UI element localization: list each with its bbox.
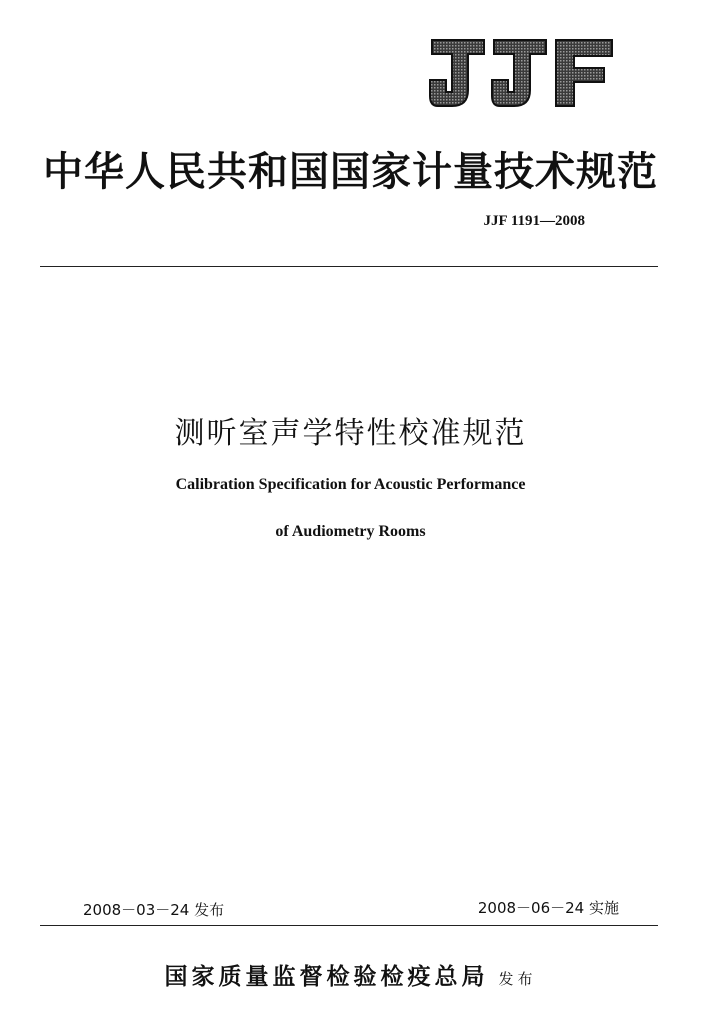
standard-type-title: 中华人民共和国国家计量技术规范 <box>43 148 658 195</box>
jjf-logo-graphic <box>428 36 616 110</box>
top-divider <box>40 266 658 267</box>
issuer-name: 国家质量监督检验检疫总局 <box>164 963 489 990</box>
bottom-divider <box>40 925 658 926</box>
issuer-line <box>0 958 701 991</box>
issue-date: 2008－03－24 发布 <box>83 901 225 919</box>
document-title-english-line2: of Audiometry Rooms <box>275 523 426 540</box>
document-title-chinese: 测听室声学特性校准规范 <box>174 416 527 451</box>
jjf-logo <box>428 36 616 110</box>
document-title-english-line1: Calibration Specification for Acoustic Performance <box>175 476 526 493</box>
document-number: JJF 1191—2008 <box>483 213 585 229</box>
implementation-date: 2008－06－24 实施 <box>477 899 619 917</box>
issuer-suffix: 发布 <box>498 970 537 988</box>
